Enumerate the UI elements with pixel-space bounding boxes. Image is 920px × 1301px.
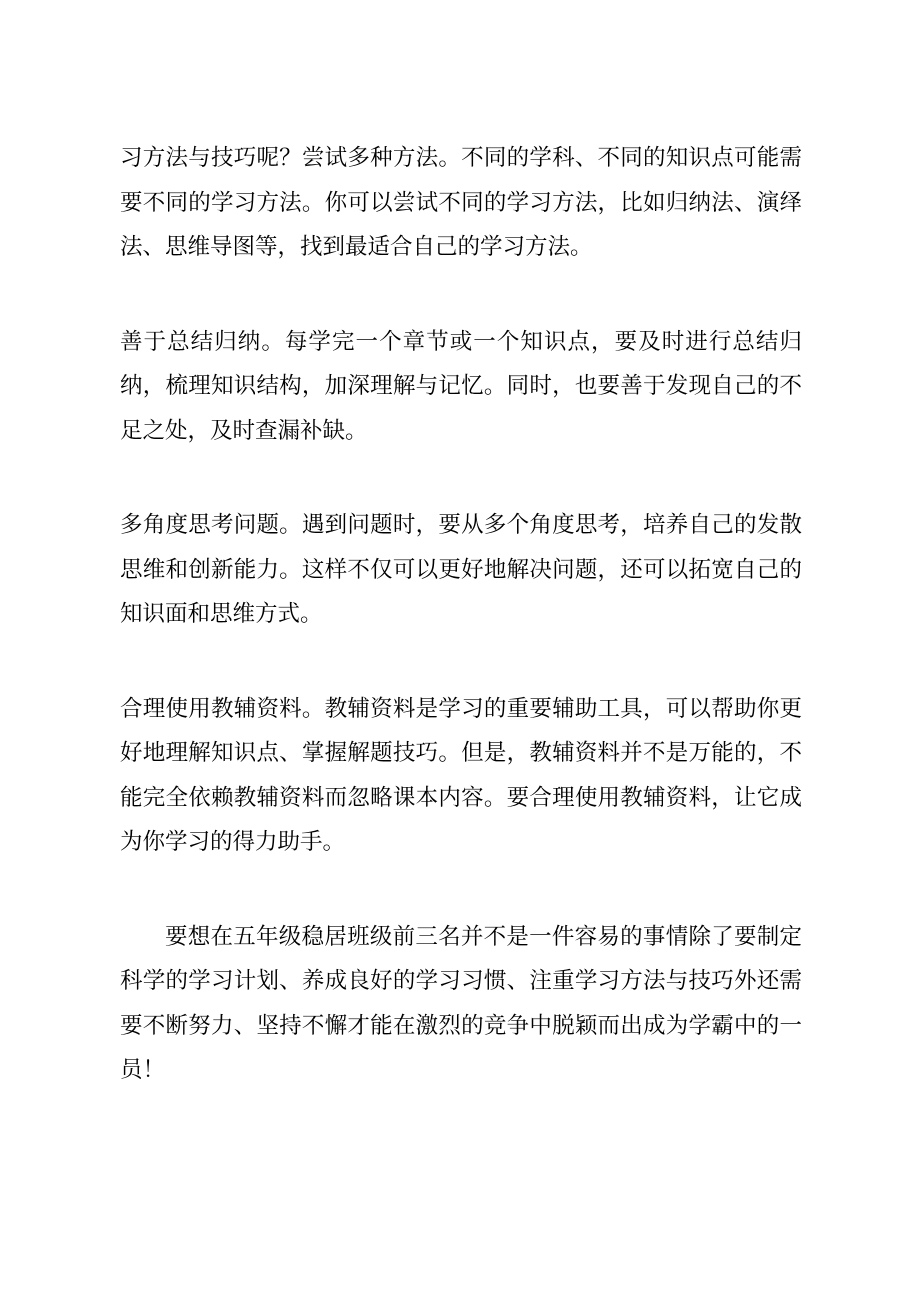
document-body (120, 136, 802, 1143)
paragraph-study-methods: 习方法与技巧呢？尝试多种方法。不同的学科、不同的知识点可能需要不同的学习方法。你可以尝试不同的学习方法，比如归纳法、演绎法、思维导图等，找到最适合自己的学习方法。 (120, 145, 802, 260)
paragraph-conclusion: 要想在五年级稳居班级前三名并不是一件容易的事情除了要制定科学的学习计划、养成良好的学习习惯、注重学习方法与技巧外还需要不断努力、坚持不懈才能在激烈的竞争中脱颖而出成为学霸中的一员！ (120, 923, 802, 1083)
paragraph-multi-angle-thinking: 多角度思考问题。遇到问题时，要从多个角度思考，培养自己的发散思维和创新能力。这样不仅可以更好地解决问题，还可以拓宽自己的知识面和思维方式。 (120, 512, 802, 627)
paragraph-reference-materials: 合理使用教辅资料。教辅资料是学习的重要辅助工具，可以帮助你更好地理解知识点、掌握解题技巧。但是，教辅资料并不是万能的，不能完全依赖教辅资料而忽略课本内容。要合理使用教辅资料，让它成为你学习的得力助手。 (120, 695, 802, 855)
paragraph-summarize: 善于总结归纳。每学完一个章节或一个知识点，要及时进行总结归纳，梳理知识结构，加深理解与记忆。同时，也要善于发现自己的不足之处，及时查漏补缺。 (120, 328, 802, 444)
